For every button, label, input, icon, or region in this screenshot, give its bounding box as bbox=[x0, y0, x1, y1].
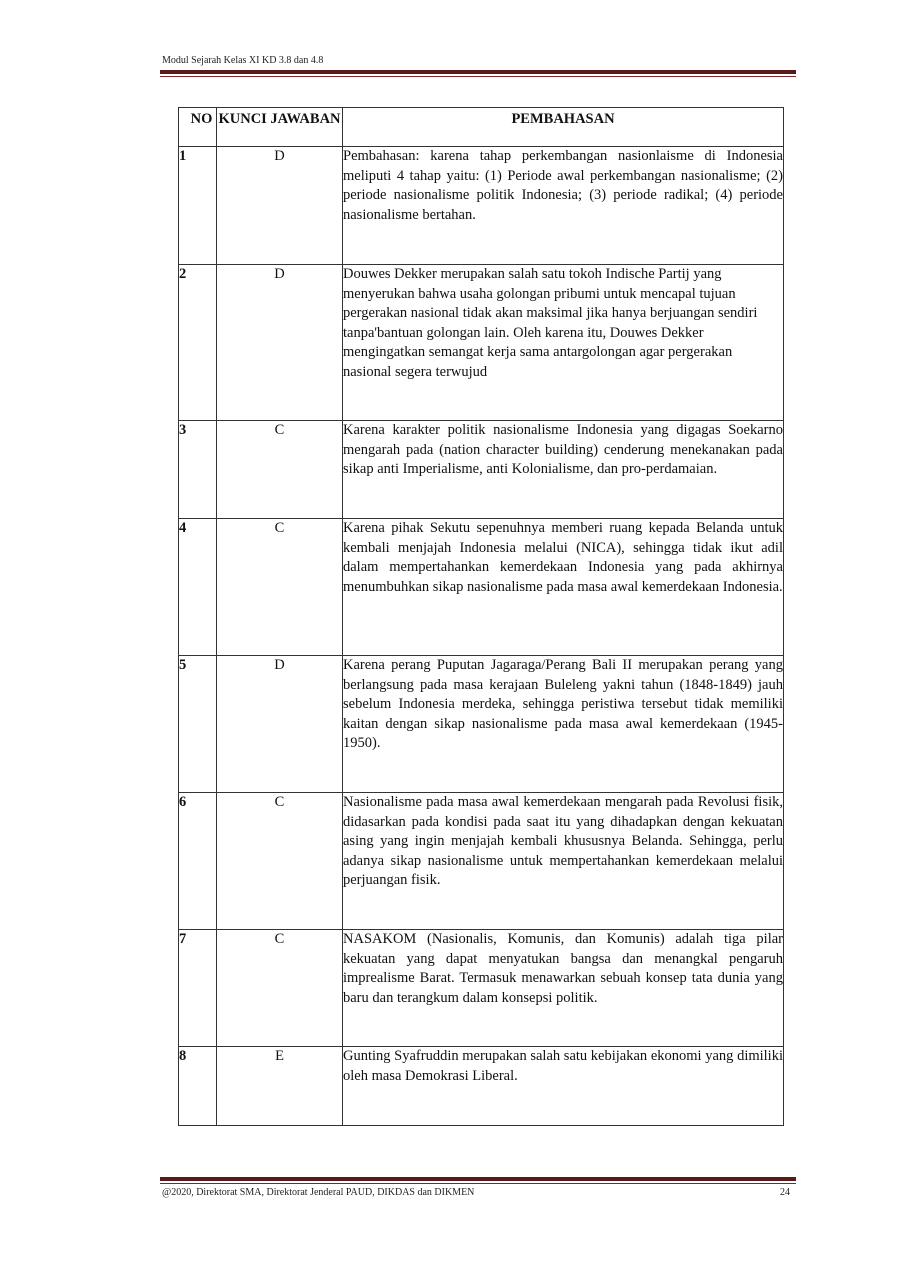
row-number: 3 bbox=[179, 421, 217, 519]
discussion-text: Nasionalisme pada masa awal kemerdekaan mengarah pada Revolusi fisik, didasarkan pada kondisi pada saat itu yang dihadapkan dengan kekuatan asing yang ingin menjajah kembali khususnya Belanda. Sehingga, perlu adanya sikap nasionalisme untuk mempertahankan kemerdekaan melalui perjuangan fisik. bbox=[343, 793, 784, 930]
row-number: 5 bbox=[179, 656, 217, 793]
page-header-title: Modul Sejarah Kelas XI KD 3.8 dan 4.8 bbox=[162, 55, 324, 66]
discussion-text: Karena perang Puputan Jagaraga/Perang Bali II merupakan perang yang berlangsung pada masa kerajaan Buleleng yakni tahun (1848-1849) jauh sebelum Indonesia merdeka, sehingga peristiwa tersebut tidak memiliki kaitan dengan sikap nasionalisme pada masa awal kemerdekaan (1945-1950). bbox=[343, 656, 784, 793]
row-number: 4 bbox=[179, 519, 217, 656]
footer-rule bbox=[160, 1177, 796, 1184]
discussion-text: Gunting Syafruddin merupakan salah satu kebijakan ekonomi yang dimiliki oleh masa Demokrasi Liberal. bbox=[343, 1047, 784, 1126]
discussion-text: Karena karakter politik nasionalisme Indonesia yang digagas Soekarno mengarah pada (nation character building) cenderung menekanakan pada sikap anti Imperialisme, anti Kolonialisme, dan pro-perdamaian. bbox=[343, 421, 784, 519]
table-header-row bbox=[179, 108, 784, 147]
row-number: 2 bbox=[179, 265, 217, 421]
table-row bbox=[179, 793, 784, 930]
answer-key-table bbox=[178, 107, 784, 1126]
row-number: 7 bbox=[179, 930, 217, 1047]
header-rule bbox=[160, 70, 796, 77]
discussion-text: NASAKOM (Nasionalis, Komunis, dan Komunis) adalah tiga pilar kekuatan yang dapat menyatukan bangsa dan menangkal pengaruh imprealisme Barat. Termasuk menawarkan sebuah konsep tata dunia yang baru dan terangkum dalam konsepsi politik. bbox=[343, 930, 784, 1047]
answer-key: D bbox=[217, 147, 343, 265]
table-row bbox=[179, 265, 784, 421]
answer-key: E bbox=[217, 1047, 343, 1126]
page-footer-text: @2020, Direktorat SMA, Direktorat Jenderal PAUD, DIKDAS dan DIKMEN bbox=[162, 1187, 475, 1198]
answer-key: C bbox=[217, 519, 343, 656]
page-number: 24 bbox=[780, 1187, 790, 1198]
table-row bbox=[179, 519, 784, 656]
row-number: 1 bbox=[179, 147, 217, 265]
table-row bbox=[179, 930, 784, 1047]
answer-key: C bbox=[217, 793, 343, 930]
table-body bbox=[179, 147, 784, 1126]
answer-key: D bbox=[217, 265, 343, 421]
column-header-answer-key: KUNCI JAWABAN bbox=[217, 108, 343, 147]
table-row bbox=[179, 656, 784, 793]
table-header bbox=[179, 108, 784, 147]
row-number: 6 bbox=[179, 793, 217, 930]
table-row bbox=[179, 421, 784, 519]
discussion-text: Douwes Dekker merupakan salah satu tokoh Indische Partij yang menyerukan bahwa usaha golongan pribumi untuk mencapal tujuan pergerakan nasional tidak akan maksimal jika hanya berjuangan sendiri tanpa'bantuan golongan lain. Oleh karena itu, Douwes Dekker mengingatkan semangat kerja sama antargolongan agar pergerakan nasional segera terwujud bbox=[343, 265, 784, 421]
table-row bbox=[179, 147, 784, 265]
column-header-discussion: PEMBAHASAN bbox=[343, 108, 784, 147]
answer-key: C bbox=[217, 930, 343, 1047]
answer-key: C bbox=[217, 421, 343, 519]
row-number: 8 bbox=[179, 1047, 217, 1126]
table-row bbox=[179, 1047, 784, 1126]
discussion-text: Karena pihak Sekutu sepenuhnya memberi ruang kepada Belanda untuk kembali menjajah Indonesia melalui (NICA), sehingga tidak ikut adil dalam mempertahankan kemerdekaan Indonesia yang pada akhirnya menumbuhkan sikap nasionalisme pada masa awal kemerdekaan Indonesia. bbox=[343, 519, 784, 656]
column-header-no: NO bbox=[179, 108, 217, 147]
answer-key: D bbox=[217, 656, 343, 793]
discussion-text: Pembahasan: karena tahap perkembangan nasionlaisme di Indonesia meliputi 4 tahap yaitu: (1) Periode awal perkembangan nasionalisme; (2) periode nasionalisme politik Indonesia; (3) periode radikal; (4) periode nasionalisme bertahan. bbox=[343, 147, 784, 265]
